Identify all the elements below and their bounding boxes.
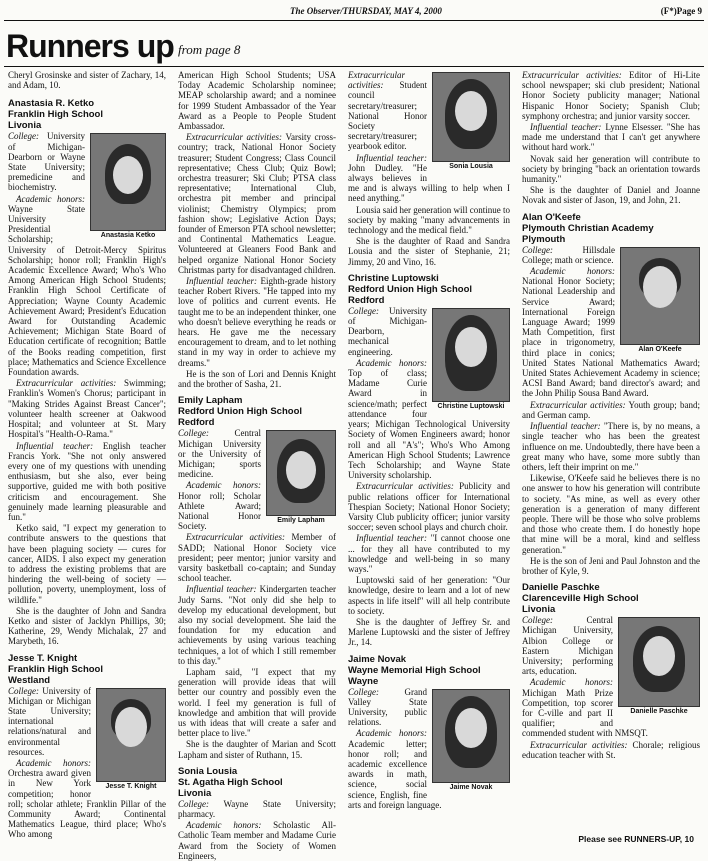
student-name: Jaime Novak Wayne Memorial High School Wayne	[348, 653, 481, 687]
article-text: College: University of Michigan-Dearborn or Wayne State University; premedicine and biochemistry.	[8, 131, 85, 193]
article-text: Influential teacher: Eighth-grade history teacher Robert Rivers. "He tapped into my love of politics and current events. He taught me to be an independent thinker, one who doesn't believe everything he reads or hears. He gave me the necessary encouragement to dream, and to let nothing stand in my way in order to achieve my dreams."	[178, 276, 337, 368]
student-photo	[266, 430, 336, 526]
article-text: American High School Students; USA Today Academic Scholarship nominee; MEAP scholarship award; and a nominee for 1999 Student Ambassador of the Year Award as a People to People Student Ambassador.	[178, 70, 336, 132]
article-text: Cheryl Grosinske and sister of Zachary, 14, and Adam, 10.	[8, 70, 166, 91]
article-text: Novak said her generation will contribute to society by bringing "back an orientation towards humanity."	[522, 153, 700, 185]
article-text: He is the son of Lori and Dennis Knight and the brother of Sasha, 21.	[178, 368, 336, 390]
portrait-image	[90, 133, 166, 231]
article-text: She is the daughter of Daniel and Joanne Novak and sister of Jason, 19, and John, 21.	[522, 185, 700, 206]
student-photo	[620, 247, 700, 355]
student-name: Danielle Paschke Clarenceville High School Livonia	[522, 582, 639, 616]
student-name: Jesse T. Knight Franklin High School Westland	[8, 652, 104, 686]
article-text: Extracurricular activities: Member of SADD; National Honor Society vice president; peer mentor; junior varsity and varsity basketball co-captain; and Sunday school teacher.	[178, 532, 336, 584]
article-text: College: Wayne State University; pharmacy.	[178, 798, 336, 819]
article-text: College: University of Michigan or Michigan State University; international relations/natural and environmental resources.	[8, 685, 91, 757]
student-name: Alan O'Keefe Plymouth Christian Academy Plymouth	[522, 211, 654, 245]
portrait-image	[432, 72, 510, 162]
article-text: Influential teacher: "I cannot choose one ... for they all have contributed to my knowledge and well-being in so many ways."	[348, 533, 510, 574]
column-3	[348, 70, 510, 842]
article-text: College: Central Michigan University, Albion College or Eastern Michigan University; performing arts, education.	[522, 615, 613, 677]
column-4	[522, 70, 700, 822]
article-text: Influential teacher: John Dudley. "He always believes in me and is always willing to help when I need anything."	[348, 152, 510, 204]
article-text: Ketko said, "I expect my generation to contribute answers to the questions that have been plaguing society — cures for cancer, AIDS. I also expect my generation to address the existing problems that are hindering the well-being of society — pollution, poverty, unemployment, loss of wildlife."	[8, 523, 166, 605]
article-text: Lousia said her generation will continue to society by making "many advancements in technology and the medical field."	[348, 204, 510, 236]
headline: Runners up	[6, 28, 174, 64]
portrait-image	[266, 430, 336, 516]
article-text: Influential teacher: Lynne Elsesser. "She has made me understand that I can't get anywhere without hard work."	[522, 122, 700, 153]
article-text: She is the daughter of Raad and Sandra Lousia and the sister of Stephanie, 21; Jimmy, 20 and Vino, 16.	[348, 236, 510, 267]
photo-caption: Emily Lapham	[277, 517, 325, 525]
student-name: Anastasia R. Ketko Franklin High School Livonia	[8, 98, 104, 132]
student-name: Sonia Lousia St. Agatha High School Livonia	[178, 765, 283, 799]
jump-to-footer: Please see RUNNERS-UP, 10	[578, 834, 694, 844]
article-text: She is the daughter of Marian and Scott Lapham and sister of Ruthann, 15.	[178, 739, 336, 760]
student-photo	[96, 688, 166, 792]
page-header	[0, 6, 708, 20]
photo-caption: Jaime Novak	[449, 783, 493, 791]
article-text: He is the son of Jeni and Paul Johnston and the brother of Kyle, 9.	[522, 555, 700, 576]
portrait-image	[432, 308, 510, 402]
article-text: Academic honors: Orchestra award given in New York competition; honor roll; scholar athlete; Franklin Pillar of the Community Award; Continental Mathematics League, third place; Who's Who among	[8, 757, 166, 840]
article-text: Extracurricular activities: Youth group; band; and German camp.	[522, 399, 700, 420]
article-text: College: Hillsdale College; math or science.	[522, 244, 615, 265]
header-rule	[4, 20, 704, 21]
article-text: College: University of Michigan-Dearborn, mechanical engineering.	[348, 305, 427, 357]
photo-caption: Danielle Paschke	[630, 708, 688, 716]
photo-caption: Sonia Lousia	[449, 163, 493, 170]
photo-caption: Anastasia Ketko	[100, 232, 156, 240]
headline-rule	[4, 66, 704, 67]
article-text: Likewise, O'Keefe said he believes there is no one answer to how his generation will contribute to society. "As mine, as well as every other generation is a generation of many different people. There will be those who solve problems and those who create them. I do honestly hope that mine will be a moral, kind and selfless generation."	[522, 473, 700, 555]
article-text: Academic honors: Academic letter; honor roll; and academic excellence awards in math, science, social science, English, fine arts and foreign language.	[348, 728, 442, 810]
article-text: She is the daughter of John and Sandra Ketko and sister of Jacklyn Phillips, 30; Katherine, 29, Wendy Michalak, 27 and Marybeth, 16.	[8, 605, 166, 647]
masthead: The Observer/THURSDAY, MAY 4, 2000	[290, 6, 442, 16]
article-text: Lapham said, "I expect that my generation will provide ideas that will better our country and possibly even the world. I feel my generation is full of knowledge and ambition that will provide us with ideas that will create a safer and better place to live."	[178, 666, 336, 739]
student-photo	[432, 689, 510, 793]
portrait-image	[620, 247, 700, 345]
jump-from: from page 8	[178, 42, 241, 57]
photo-caption: Alan O'Keefe	[638, 345, 682, 353]
column-1	[8, 70, 166, 842]
student-photo	[432, 308, 510, 412]
article-text: Academic honors: Scholastic All-Catholic Team member and Madame Curie Award from the Society of Women Engineers,	[178, 820, 336, 861]
student-photo	[432, 72, 510, 172]
article-text: Extracurricular activities: Editor of Hi-Lite school newspaper; ski club president; National Honor Society publicity manager; National Hispanic Honor Society; Spanish Club; symphony orchestra; and junior varsity soccer.	[522, 70, 701, 121]
article-text: Influential teacher: English teacher Francis York. "She not only answered every one of my questions with unending enthusiasm, but she also, ever being supportive, guided me with both positive criticism and encouragement. She genuinely made learning pleasurable and fun."	[8, 440, 166, 522]
article-text: Influential teacher: Kindergarten teacher Judy Sarns. "Not only did she help to develop my educational development, but also my social development. She laid the foundation for my education and achievements by using various teaching techniques, a lot of which I still remember to this day."	[178, 584, 337, 666]
article-text: College: Grand Valley State University, public relations.	[348, 686, 427, 728]
student-name: Emily Lapham Redford Union High School Redford	[178, 395, 303, 429]
article-text: Academic honors: Wayne State University Presidential Scholarship; University of Detroit-Mercy Spiritus Scholarship; honor roll; Franklin High's Academic Excellence Award; Who's Who Among American High School Students; Franklin High School Certificate of Appreciation; Wayne County Academic Achievement Award; President's Education Award for Outstanding Academic Achievement; Michigan State Board of Education certificate of recognition; Battle of the Books reading competition, first place; Mathematics and Science Excellence Foundation awards.	[8, 193, 166, 378]
article-text: Luptowski said of her generation: "Our knowledge, desire to learn and a lot of new aspects in life itself" will all help contribute to society.	[348, 575, 510, 616]
portrait-image	[96, 688, 166, 782]
page-number: (F*)Page 9	[660, 6, 702, 16]
article-text: She is the daughter of Jeffrey Sr. and Marlene Luptowski and the sister of Jeffrey Jr., 14.	[348, 616, 510, 648]
article-text: Extracurricular activities: Student council secretary/treasurer; National Honor Society secretary/treasurer; yearbook editor.	[348, 70, 427, 152]
article-text: Academic honors: Michigan Math Prize Competition, top scorer for C-ville and part II qualifier; and commended student with NMSQT.	[522, 677, 648, 739]
student-photo	[90, 133, 166, 241]
article-text: Academic honors: Top of class; Madame Curie Award in science/math; perfect attendance four years; Michigan Technological University Society of Women Engineers award; honor roll and all "A's"; Who's Who Among American High School Students; Lawrence Tech Scholarship; and Wayne State University scholarship.	[348, 357, 510, 481]
article-text: Academic honors: Honor roll; Scholar Athlete Award; National Honor Society.	[178, 480, 261, 532]
article-text: Extracurricular activities: Varsity cross-country; track, National Honor Society treasurer; Student Congress; Class Council representative; Chess Club; Quiz Bowl; orchestra treasurer; Ski Club; PTSA class representative; International Club, orchestra pit member and principal violinist; Chemistry Olympics; prom fashion show; Legislative Action Days; founder of Emerson PTA school newsletter; and Continental Mathematics League. Volunteered at Gleaners Food Bank and helped organize National Honor Society Christmas party for disadvantaged children.	[178, 132, 336, 275]
student-name: Christine Luptowski Redford Union High School Redford	[348, 272, 473, 306]
article-text: Extracurricular activities: Chorale; religious education teacher with St.	[522, 739, 700, 760]
article-text: Extracurricular activities: Swimming; Franklin's Women's Chorus; participant in "Making Strides Against Breast Cancer"; volunteer health screener at Oakwood Hospital; and volunteer at St. Mary Hospital's "Health-O-Rama."	[8, 378, 166, 440]
article-text: College: Central Michigan University or the University of Michigan; sports medicine.	[178, 428, 261, 480]
article-text: Influential teacher: "There is, by no means, a single teacher who has been the greatest influence on me. Undoubtedly, there have been a great many who have, some more subtly than others, left their imprint on me."	[522, 421, 701, 472]
portrait-image	[432, 689, 510, 783]
photo-caption: Jesse T. Knight	[105, 782, 157, 790]
article-text: Extracurricular activities: Publicity and public relations officer for International Thespian Society; National Honor Society; Varsity Club publicity officer; junior varsity soccer; seven school plays and church choir.	[348, 481, 511, 533]
student-photo	[618, 617, 700, 717]
photo-caption: Christine Luptowski	[437, 402, 505, 410]
article-text: Academic honors: National Honor Society; National Leadership and Service Award; International Foreign Language Award; 1999 Math Competition, first place in trigonometry, third place in conics; United States National Mathematics Award; United States Achievement Academy in science; ACSI Band Award; band director's award; and the John Philip Sousa Band Award.	[522, 266, 700, 399]
column-2	[178, 70, 337, 861]
portrait-image	[618, 617, 700, 707]
